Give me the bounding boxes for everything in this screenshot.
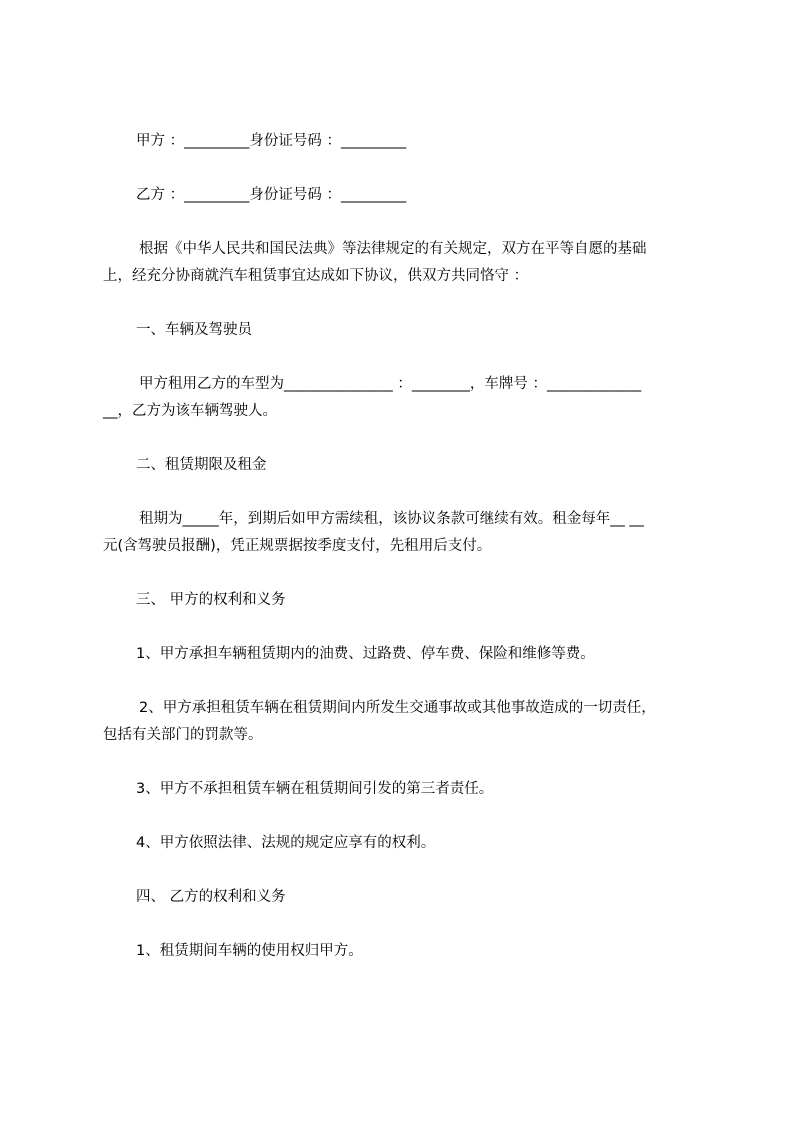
section-3-item-2-line-2: 包括有关部门的罚款等。: [103, 727, 263, 743]
section-2-title: 二、租赁期限及租金: [136, 457, 267, 473]
intro-line-1: 根据《中华人民共和国民法典》等法律规定的有关规定，双方在平等自愿的基础: [139, 241, 647, 257]
party-a-line: 甲方 ：_________身份证号码 ：_________: [136, 133, 407, 149]
section-3-item-2-line-1: 2、甲方承担租赁车辆在租赁期间内所发生交通事故或其他事故造成的一切责任，: [139, 700, 656, 716]
section-4-item-1: 1、租赁期间车辆的使用权归甲方。: [136, 943, 363, 959]
section-4-title: 四、 乙方的权利和义务: [136, 889, 286, 905]
section-3-item-4: 4、甲方依照法律、法规的规定应享有的权利。: [136, 835, 436, 851]
section-2-body-line-2: 元(含驾驶员报酬)，凭正规票据按季度支付，先租用后支付。: [103, 538, 492, 554]
party-b-line: 乙方 ：_________身份证号码 ：_________: [136, 187, 407, 203]
section-3-title: 三、 甲方的权利和义务: [136, 592, 286, 608]
document-body: [103, 128, 703, 965]
section-3-item-1: 1、甲方承担车辆租赁期内的油费、过路费、停车费、保险和维修等费。: [136, 646, 595, 662]
section-1-title: 一、车辆及驾驶员: [136, 322, 252, 338]
section-1-body-line-1: 甲方租用乙方的车型为_______________ ：________，车牌号 ：_____________: [139, 376, 642, 392]
section-2-body-line-1: 租期为_____年，到期后如甲方需续租，该协议条款可继续有效。租金每年__ __: [139, 511, 644, 527]
intro-line-2: 上，经充分协商就汽车租赁事宜达成如下协议，供双方共同恪守 ：: [103, 268, 529, 284]
section-3-item-3: 3、甲方不承担租赁车辆在租赁期间引发的第三者责任。: [136, 781, 494, 797]
section-1-body-line-2: __，乙方为该车辆驾驶人。: [103, 403, 277, 419]
